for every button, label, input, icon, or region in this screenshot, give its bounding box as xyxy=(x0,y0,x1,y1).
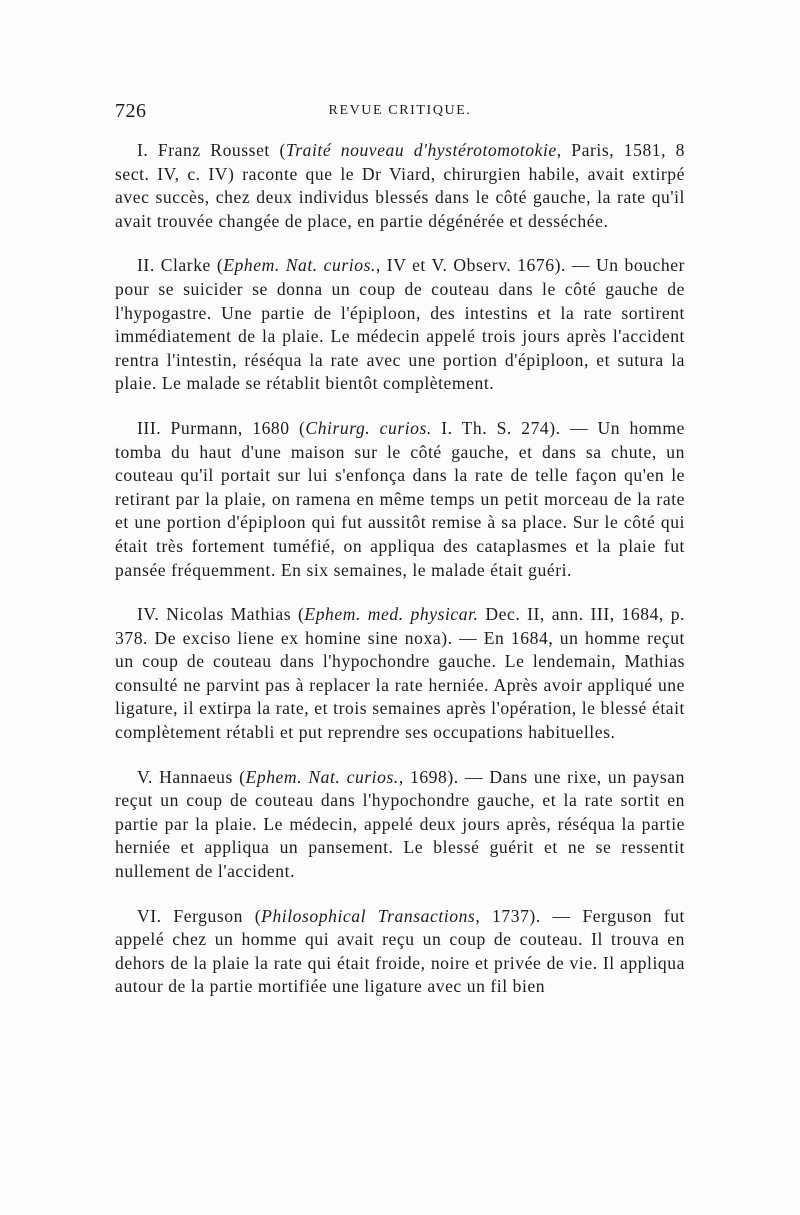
case-body: — Un boucher pour se suicider se donna un coup de couteau dans le côté gauche de l'hypogastre. Une partie de l'épiploon, des intestins et la rate sortirent immédiatement de la plaie. Le médecin appelé trois jours après l'accident rentra l'intestin, réséqua la rate avec une portion d'épiploon, et sutura la plaie. Le malade se rétablit bientôt complètement. xyxy=(115,255,686,394)
citation-title: Ephem. med. physicar. xyxy=(304,604,479,625)
case-number: V. xyxy=(137,766,153,787)
case-lead: Purmann, 1680 ( xyxy=(161,417,306,438)
paragraph-vi xyxy=(115,905,685,999)
paragraph-iii xyxy=(115,417,685,582)
citation-detail: , Paris, 1581, 8 sect. IV, c. IV) xyxy=(115,140,686,184)
citation-title: Ephem. Nat. curios. xyxy=(223,255,376,276)
case-number: IV. xyxy=(137,604,160,625)
citation-detail: I. Th. S. 274). xyxy=(431,417,561,438)
case-body: — En 1684, un homme reçut un coup de couteau dans l'hypochondre gauche. Le lendemain, Mathias consulté ne parvint pas à replacer la rate herniée. Après avoir appliqué une ligature, il extirpa la rate, et trois semaines après l'opération, le blessé était complètement rétabli et put reprendre ses occupations habituelles. xyxy=(115,627,685,743)
case-body: — Dans une rixe, un paysan reçut un coup de couteau dans l'hypochondre gauche, et la rate sortit en partie par la plaie. Le médecin, appelé deux jours après, réséqua la partie herniée et appliqua un pansement. Le blessé guérit et ne se ressentit nullement de l'accident. xyxy=(115,766,685,882)
text-block xyxy=(115,139,685,1020)
case-lead: Ferguson ( xyxy=(161,905,262,926)
case-number: I. xyxy=(137,140,149,160)
page-number: 726 xyxy=(115,100,147,122)
running-title: REVUE CRITIQUE. xyxy=(328,103,472,118)
citation-detail: Dec. II, ann. III, 1684, p. 378. De exciso liene ex homine sine noxa). xyxy=(115,604,685,648)
case-body: — Ferguson fut appelé chez un homme qui avait reçu un coup de couteau. Il trouva en dehors de la plaie la rate qui était froide, noire et privée de vie. Il appliqua autour de la partie mortifiée une ligature avec un fil bien xyxy=(115,905,685,997)
citation-title: Chirurg. curios. xyxy=(305,417,432,438)
citation-title: Ephem. Nat. curios. xyxy=(245,766,399,787)
case-number: VI. xyxy=(137,905,162,926)
paragraph-iv xyxy=(115,603,685,745)
citation-detail: , IV et V. Observ. 1676). xyxy=(375,255,566,276)
citation-detail: , 1737). xyxy=(475,905,541,926)
citation-title: Traité nouveau d'hystérotomotokie xyxy=(285,140,557,160)
case-lead: Hannaeus ( xyxy=(152,766,246,787)
case-body: raconte que le Dr Viard, chirurgien habile, avait extirpé avec succès, chez deux individus blessés dans le côté gauche, la rate qu'il avait trouvée changée de place, en partie dégénérée et desséchée. xyxy=(115,163,685,231)
paragraph-v xyxy=(115,766,685,884)
paragraph-ii xyxy=(115,254,685,396)
citation-title: Philosophical Transactions xyxy=(261,905,476,926)
case-body: — Un homme tomba du haut d'une maison sur le côté gauche, et dans sa chute, un couteau qu'il portait sur lui s'enfonça dans la rate de telle façon qu'en le retirant par la plaie, on ramena en même temps un petit morceau de la rate et une portion d'épiploon qui fut aussitôt remise à sa place. Sur le côté qui était très fortement tuméfié, on appliqua des cataplasmes et la plaie fut pansée fréquemment. En six semaines, le malade était guéri. xyxy=(115,417,685,580)
case-lead: Clarke ( xyxy=(154,255,224,276)
citation-detail: , 1698). xyxy=(398,766,459,787)
case-number: III. xyxy=(137,417,162,438)
case-lead: Franz Rousset ( xyxy=(148,140,286,160)
running-head xyxy=(115,100,685,124)
case-lead: Nicolas Mathias ( xyxy=(159,604,305,625)
paragraph-i xyxy=(115,139,685,233)
case-number: II. xyxy=(137,255,155,276)
